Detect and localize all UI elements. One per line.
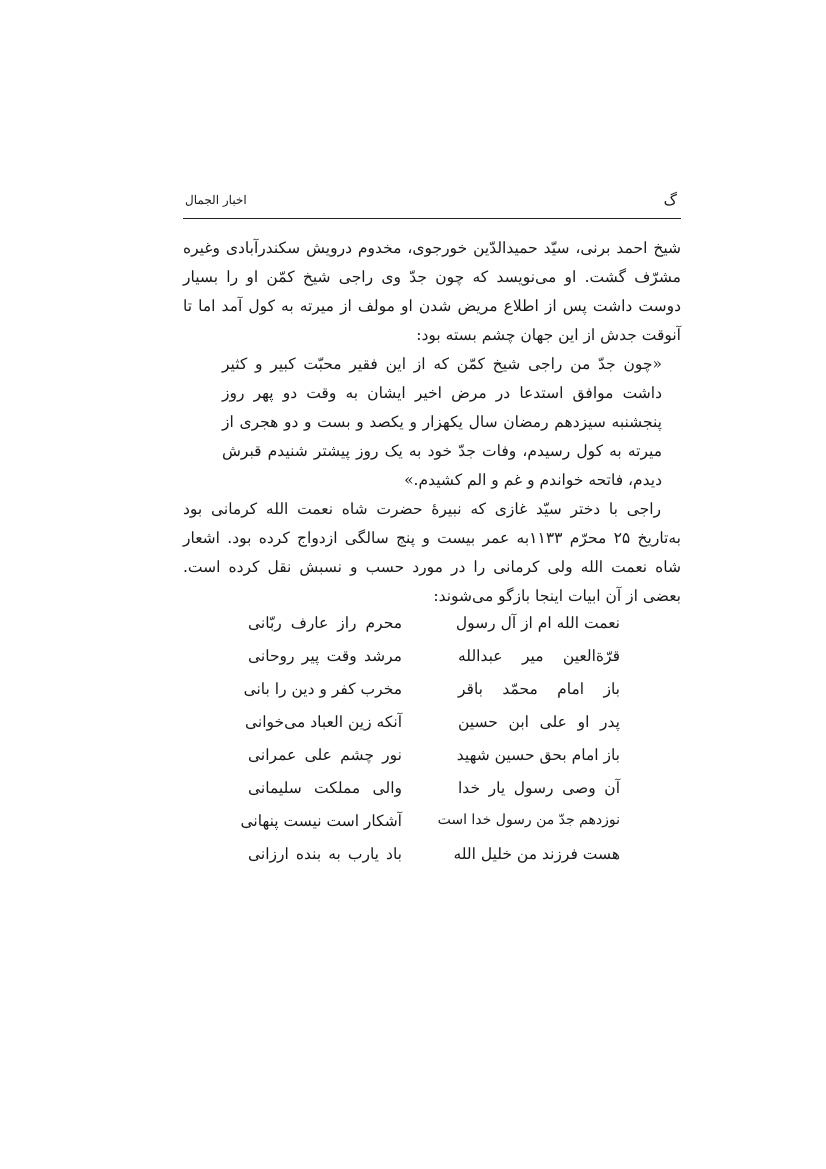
verse-row: [243, 680, 620, 714]
verse-row: [240, 812, 620, 846]
verse-hemistich-left: محرم راز عارف ربّانی: [248, 614, 402, 632]
verse-row: [248, 647, 620, 681]
verse-hemistich-right: باز امام محمّد باقر: [458, 680, 620, 698]
verse-hemistich-right: باز امام بحق حسین شهید: [456, 746, 620, 764]
verse-row: [248, 746, 620, 780]
verse-hemistich-right: نعمت الله ام از آل رسول: [455, 614, 620, 632]
verse-row: [244, 713, 620, 747]
verse-hemistich-right: هست فرزند من خلیل الله: [453, 845, 620, 863]
quoted-passage: «چون جدّ من راجی شیخ کمّن که از این فقیر محبّت کبیر و کثیر داشت موافق استدعا در مرض اخیر ایشان به وقت دو پهر روز پنجشنبه سیزدهم رمضان سال یکهزار و یکصد و بست و دو هجری از میرته به کول رسیدم، وفات جدّ خود به یک روز پیشتر شنیدم قبرش دیدم، فاتحه خواندم و غم و الم کشیدم.»: [222, 355, 662, 489]
verse-hemistich-left: باد یارب به بنده ارزانی: [248, 845, 402, 863]
verse-block: [240, 614, 620, 894]
verse-hemistich-left: آنکه زین العباد می‌خوانی: [244, 713, 402, 731]
paragraph-1: شیخ احمد برنی، سیّد حمیدالدّین خورجوی، مخدوم درویش سکندرآبادی وغیره مشرّف گشت. او می‌نویسد که چون جدّ وی راجی شیخ کمّن او را بسیار دوست داشت پس از اطلاع مریض شدن او مولف از میرته به کول آمد اما تا آنوقت جدش از این جهان چشم بسته بود:: [183, 239, 681, 344]
verse-row: [248, 779, 620, 813]
verse-hemistich-right: نوزدهم جدّ من رسول خدا است: [437, 812, 620, 828]
verse-hemistich-left: نور چشم علی عمرانی: [248, 746, 402, 764]
verse-hemistich-left: آشکار است نیست پنهانی: [240, 812, 402, 830]
header-rule: [183, 218, 681, 219]
verse-hemistich-left: والی مملکت سلیمانی: [248, 779, 402, 797]
verse-hemistich-right: پدر او علی ابن حسین: [458, 713, 620, 731]
running-title: اخبار الجمال: [185, 193, 247, 207]
verse-hemistich-right: قرّةالعین میر عبدالله: [458, 647, 620, 665]
verse-hemistich-left: مرشد وقت پیر روحانی: [248, 647, 402, 665]
verse-row: [248, 845, 620, 879]
page-header: [183, 189, 681, 217]
paragraph-2: راجی با دختر سیّد غازی که نبیرهٔ حضرت شاه نعمت الله کرمانی بود به‌تاریخ ۲۵ محرّم ۱۱۳۳به عمر بیست و پنج سالگی ازدواج کرده بود. اشعار شاه نعمت الله ولی کرمانی را در مورد حسب و نسبش نقل کرده است. بعضی از آن ابیات اینجا بازگو می‌شوند:: [183, 500, 681, 605]
verse-row: [248, 614, 620, 648]
verse-hemistich-right: آن وصی رسول یار خدا: [458, 779, 620, 797]
verse-hemistich-left: مخرب کفر و دین را بانی: [243, 680, 402, 698]
page-number: گ: [663, 191, 677, 209]
